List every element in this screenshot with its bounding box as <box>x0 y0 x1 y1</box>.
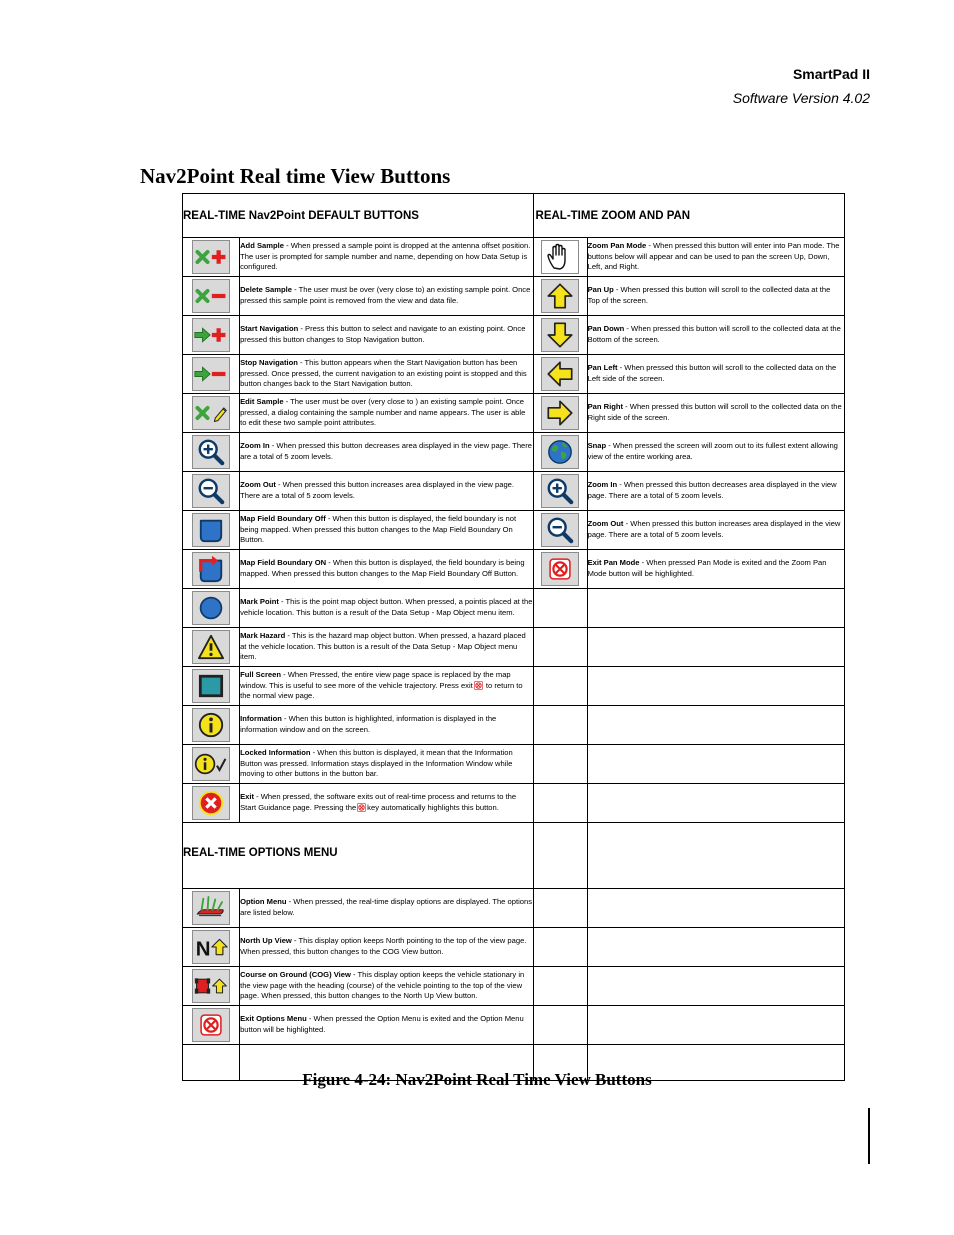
table-row <box>183 889 845 928</box>
globe-icon <box>541 435 579 469</box>
pan-up-description: Pan Up - When pressed this button will scroll to the collected data at the Top of the screen. <box>587 277 844 316</box>
table-row <box>183 667 845 706</box>
arrow-right-icon <box>541 396 579 430</box>
margin-rule <box>868 1108 870 1164</box>
map-boundary-off-icon <box>192 513 230 547</box>
header-product-name: SmartPad II <box>792 66 870 82</box>
table-heading-row <box>183 194 845 238</box>
full-screen-description: Full Screen - When Pressed, the entire view page space is replaced by the map window. This is useful to see more of the vehicle trajectory. Press exit to return to the normal view page. <box>240 667 533 706</box>
zoom-out-description: Zoom Out - When pressed this button increases area displayed in the view page. There are a total of 5 zoom levels. <box>240 472 533 511</box>
cog-view-icon <box>192 969 230 1003</box>
locked-information-icon <box>192 747 230 781</box>
option-menu-icon <box>192 891 230 925</box>
locked-information-description: Locked Information - When this button is displayed, it mean that the Information Button was pressed. Information stays displayed in the Information Window while moving to other buttons in the button bar. <box>240 745 533 784</box>
stop-navigation-icon <box>192 357 230 391</box>
table-heading-row <box>183 823 845 889</box>
pan-down-description: Pan Down - When pressed this button will scroll to the collected data at the Bottom of the screen. <box>587 316 844 355</box>
table-row <box>183 1006 845 1045</box>
table-row <box>183 550 845 589</box>
map-boundary-off-description: Map Field Boundary Off - When this button is displayed, the field boundary is not being mapped. When pressed this button changes to the Map Field Boundary On Button. <box>240 511 533 550</box>
exit-options-icon <box>192 1008 230 1042</box>
default-buttons-heading: REAL-TIME Nav2Point DEFAULT BUTTONS <box>183 194 534 238</box>
zoom-out-icon <box>192 474 230 508</box>
table-row <box>183 628 845 667</box>
table-row <box>183 355 845 394</box>
mark-point-description: Mark Point - This is the point map object button. When pressed, a pointis placed at the vehicle location. This button is a result of the Data Setup - Map Object menu item. <box>240 589 533 628</box>
zoom-in-icon <box>192 435 230 469</box>
zoom-in-description: Zoom In - When pressed this button decreases area displayed in the view page. There are a total of 5 zoom levels. <box>240 433 533 472</box>
table-row <box>183 511 845 550</box>
table-row <box>183 316 845 355</box>
option-menu-description: Option Menu - When pressed, the real-time display options are displayed. The options are listed below. <box>240 889 533 928</box>
arrow-down-icon <box>541 318 579 352</box>
zoom-in-icon <box>541 474 579 508</box>
exit-inline-icon <box>357 803 366 812</box>
delete-sample-description: Delete Sample - The user must be over (very close to) an existing sample point. Once pressed this sample point is removed from the view and data file. <box>240 277 533 316</box>
map-boundary-on-icon <box>192 552 230 586</box>
table-row <box>183 589 845 628</box>
edit-sample-icon <box>192 396 230 430</box>
svg-text:N: N <box>195 938 211 960</box>
header-software-version: Software Version 4.02 <box>732 90 870 106</box>
table-row <box>183 472 845 511</box>
pan-right-description: Pan Right - When pressed this button will scroll to the collected data on the Right side of the screen. <box>587 394 844 433</box>
hand-icon <box>541 240 579 274</box>
mark-hazard-description: Mark Hazard - This is the hazard map object button. When pressed, a hazard placed at the vehicle location. This button is a result of the Data Setup - Map Object menu item. <box>240 628 533 667</box>
start-navigation-icon <box>192 318 230 352</box>
table-row <box>183 928 845 967</box>
section-title: Nav2Point Real time View Buttons <box>140 164 451 188</box>
exit-description: Exit - When pressed, the software exits out of real-time process and returns to the Start Guidance page. Pressing the key automatically highlights this button. <box>240 784 533 823</box>
arrow-left-icon <box>541 357 579 391</box>
mark-point-icon <box>192 591 230 625</box>
exit-icon <box>192 786 230 820</box>
edit-sample-description: Edit Sample - The user must be over (very close to ) an existing sample point. Once pressed, a dialog containing the sample number and name appears. The user is able to edit these two sample point attributes. <box>240 394 533 433</box>
zoom-pan-heading: REAL-TIME ZOOM AND PAN <box>533 194 844 238</box>
exit-inline-icon <box>474 681 483 690</box>
table-row <box>183 745 845 784</box>
table-row <box>183 394 845 433</box>
exit-pan-icon <box>541 552 579 586</box>
table-row <box>183 433 845 472</box>
mark-hazard-icon <box>192 630 230 664</box>
button-reference-table <box>182 193 845 1081</box>
arrow-up-icon <box>541 279 579 313</box>
map-boundary-on-description: Map Field Boundary ON - When this button is displayed, the field boundary is being mapped. When pressed this button changes to the Map Field Boundary Off Button. <box>240 550 533 589</box>
exit-options-menu-description: Exit Options Menu - When pressed the Option Menu is exited and the Option Menu button will be highlighted. <box>240 1006 533 1045</box>
options-menu-heading: REAL-TIME OPTIONS MENU <box>183 823 534 889</box>
add-sample-icon <box>192 240 230 274</box>
cog-view-description: Course on Ground (COG) View - This display option keeps the vehicle stationary in the view page with the heading (course) of the vehicle pointing to the top of the view page. When pressed, this button changes to the North Up View button. <box>240 967 533 1006</box>
pan-left-description: Pan Left - When pressed this button will scroll to the collected data on the Left side of the screen. <box>587 355 844 394</box>
figure-caption: Figure 4-24: Nav2Point Real Time View Buttons <box>302 1070 652 1089</box>
start-navigation-description: Start Navigation - Press this button to select and navigate to an existing point. Once pressed this button changes to Stop Navigation button. <box>240 316 533 355</box>
table-row <box>183 277 845 316</box>
north-up-view-description: North Up View - This display option keeps North pointing to the top of the view page. When pressed, this button changes to the COG View button. <box>240 928 533 967</box>
stop-navigation-description: Stop Navigation - This button appears when the Start Navigation button has been pressed. Once pressed, the current navigation to an existing point is stopped and this button changes back to the Start Navigation button. <box>240 355 533 394</box>
zoom-out-icon <box>541 513 579 547</box>
pan-zoom-out-description: Zoom Out - When pressed this button increases area displayed in the view page. There are a total of 5 zoom levels. <box>587 511 844 550</box>
pan-zoom-in-description: Zoom In - When pressed this button decreases area displayed in the view page. There are a total of 5 zoom levels. <box>587 472 844 511</box>
information-description: Information - When this button is highlighted, information is displayed in the information window and on the screen. <box>240 706 533 745</box>
snap-description: Snap - When pressed the screen will zoom out to its fullest extent allowing view of the entire working area. <box>587 433 844 472</box>
table-row <box>183 967 845 1006</box>
exit-pan-mode-description: Exit Pan Mode - When pressed Pan Mode is exited and the Zoom Pan Mode button will be highlighted. <box>587 550 844 589</box>
zoom-pan-mode-description: Zoom Pan Mode - When pressed this button will enter into Pan mode. The buttons below will appear and can be used to pan the screen Up, Down, Left, and Right. <box>587 238 844 277</box>
delete-sample-icon <box>192 279 230 313</box>
information-icon <box>192 708 230 742</box>
table-row <box>183 706 845 745</box>
add-sample-description: Add Sample - When pressed a sample point is dropped at the antenna offset position. The user is prompted for sample number and name, depending on how Data Setup is configured. <box>240 238 533 277</box>
north-up-icon <box>192 930 230 964</box>
full-screen-icon <box>192 669 230 703</box>
table-row <box>183 238 845 277</box>
table-row <box>183 784 845 823</box>
